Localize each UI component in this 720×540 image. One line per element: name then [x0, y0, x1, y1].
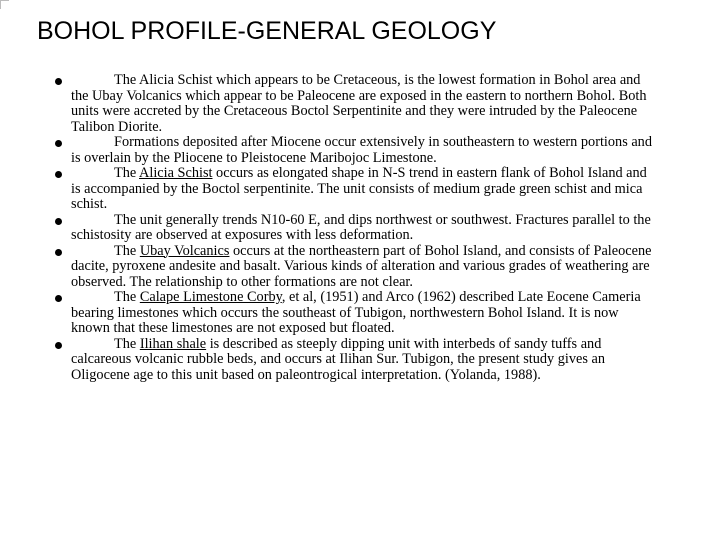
bullet-dot-icon: [55, 249, 62, 256]
bullet-text-pre: The Alicia Schist which appears to be Cretaceous, is the lowest formation in Bohol area and the Ubay Volcanics which appear to be Paleocene are exposed in the eastern to northern Bohol. Both units were accreted by the Cretaceous Boctol Serpentinite and they were intruded by the Paleocene Talibon Diorite.: [71, 72, 647, 135]
bullet-dot-icon: [55, 295, 62, 302]
bullet-item: [52, 213, 652, 244]
bullet-text: [71, 73, 652, 135]
bullet-dot-icon: [55, 78, 62, 85]
bullet-text-pre: The: [114, 242, 140, 259]
slide-title: BOHOL PROFILE-GENERAL GEOLOGY: [37, 17, 497, 45]
bullet-text-post: occurs as elongated shape in N-S trend in eastern flank of Bohol Island and is accompanied by the Boctol serpentinite. The unit consists of medium grade green schist and mica schist.: [71, 165, 647, 212]
bullet-item: [52, 166, 652, 213]
underlined-unit-name: Calape Limestone Corby: [139, 289, 282, 305]
bullet-text: [71, 290, 652, 337]
bullet-text: [71, 337, 652, 384]
bullet-text-pre: The: [114, 165, 140, 181]
bullet-text-pre: The unit generally trends N10-60 E, and dips northwest or southwest. Fractures parallel to the schistosity are observed at exposures with less deformation.: [71, 211, 651, 243]
bullet-item: [52, 244, 652, 291]
bullet-text-post: occurs at the northeastern part of Bohol Island, and consists of Paleocene dacite, pyroxene andesite and basalt. Various kinds of alteration and various grades of weathering are observed. The relationship to other formations are not clear.: [71, 242, 652, 290]
bullet-text-pre: The: [114, 335, 140, 352]
bullet-dot-icon: [55, 218, 62, 225]
bullet-item: [52, 290, 652, 337]
bullet-dot-icon: [55, 171, 62, 178]
bullet-item: [52, 73, 652, 135]
bullet-text: [71, 135, 652, 166]
bullet-text: [71, 166, 652, 213]
underlined-unit-name: Ubay Volcanics: [139, 242, 230, 259]
underlined-unit-name: Alicia Schist: [139, 165, 213, 181]
bullet-text-post: is described as steeply dipping unit with interbeds of sandy tuffs and calcareous volcanic rubble beds, and occurs at Ilihan Sur. Tubigon, the present study gives an Oligocene age to this unit based on paleontrogical interpretation. (Yolanda, 1988).: [71, 335, 606, 383]
bullet-text-pre: The: [114, 289, 140, 305]
corner-mark: [0, 0, 9, 9]
bullet-dot-icon: [55, 140, 62, 147]
bullet-item: [52, 337, 652, 384]
bullet-list: [52, 73, 652, 383]
bullet-item: [52, 135, 652, 166]
bullet-text-post: , et al, (1951) and Arco (1962) described Late Eocene Cameria bearing limestones which occurs the southeast of Tubigon, northwestern Bohol Island. It is now known that these limestones are not exposed but floated.: [71, 289, 641, 336]
bullet-text: [71, 213, 652, 244]
bullet-text-pre: Formations deposited after Miocene occur extensively in southeastern to western portions and is overlain by the Pliocene to Pleistocene Maribojoc Limestone.: [71, 134, 652, 166]
bullet-dot-icon: [55, 342, 62, 349]
bullet-text: [71, 244, 652, 291]
underlined-unit-name: Ilihan shale: [139, 335, 207, 352]
